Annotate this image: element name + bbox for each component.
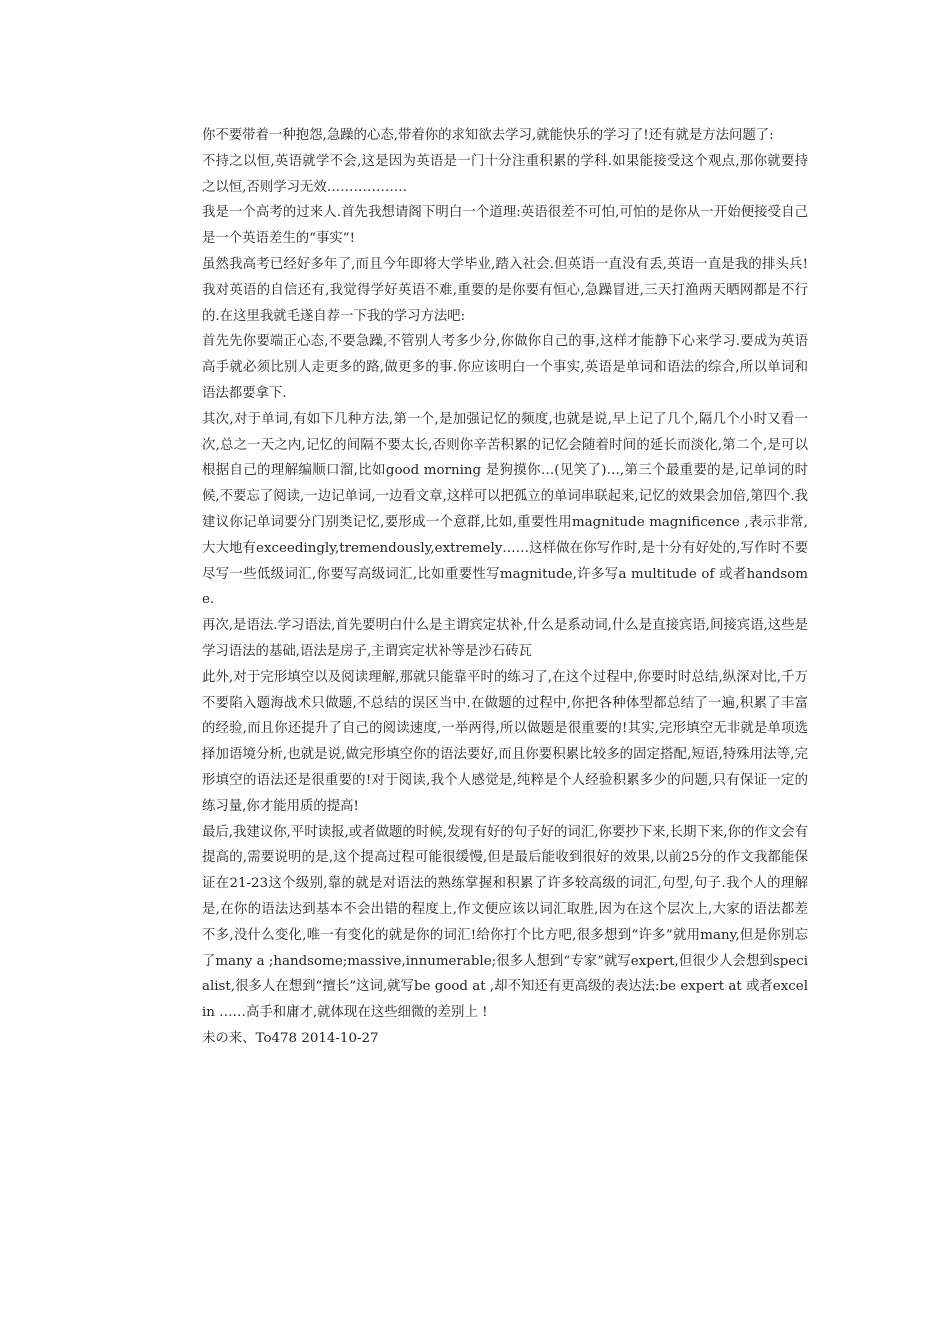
paragraph-intro: 你不要带着一种抱怨,急躁的心态,带着你的求知欲去学习,就能快乐的学习了!还有就是方法问题了: bbox=[202, 128, 774, 143]
paragraph-grammar: 再次,是语法.学习语法,首先要明白什么是主谓宾定状补,什么是系动词,什么是直接宾语,间接宾语,这些是学习语法的基础,语法是房子,主谓宾定状补等是沙石砖瓦 bbox=[202, 618, 808, 659]
document-body bbox=[202, 123, 808, 1052]
paragraph-vocabulary: 其次,对于单词,有如下几种方法,第一个,是加强记忆的频度,也就是说,早上记了几个,隔几个小时又看一次,总之一天之内,记忆的间隔不要太长,否则你辛苦积累的记忆会随着时间的延长而淡化,第二个,是可以根据自己的理解编顺口溜,比如good morning 是狗摸你…(见笑了)…,第三个最重要的是,记单词的时候,不要忘了阅读,一边记单词,一边看文章,这样可以把孤立的单词串联起来,记忆的效果会加倍,第四个.我建议你记单词要分门别类记忆,要形成一个意群,比如,重要性用magnitude magnificence ,表示非常,大大地有exceedingly,tremendously,extremely……这样做在你写作时,是十分有好处的,写作时不要尽写一些低级词汇,你要写高级词汇,比如重要性写magnitude,许多写a multitude of 或者handsome. bbox=[202, 411, 808, 608]
paragraph-attitude: 首先先你要端正心态,不要急躁,不管别人考多少分,你做你自己的事,这样才能静下心来学习.要成为英语高手就必须比别人走更多的路,做更多的事.你应该明白一个事实,英语是单词和语法的综合,所以单词和语法都要拿下. bbox=[202, 334, 808, 401]
paragraph-background: 虽然我高考已经好多年了,而且今年即将大学毕业,踏入社会.但英语一直没有丢,英语一直是我的排头兵!我对英语的自信还有,我觉得学好英语不难,重要的是你要有恒心,急躁冒进,三天打渔两天晒网都是不行的.在这里我就毛遂自荐一下我的学习方法吧: bbox=[202, 256, 808, 324]
paragraph-persistence: 不持之以恒,英语就学不会,这是因为英语是一门十分注重积累的学科.如果能接受这个观点,那你就要持之以恒,否则学习无效……………… bbox=[202, 153, 808, 195]
paragraph-writing: 最后,我建议你,平时读报,或者做题的时候,发现有好的句子好的词汇,你要抄下来,长期下来,你的作文会有提高的,需要说明的是,这个提高过程可能很缓慢,但是最后能收到很好的效果,以前25分的作文我都能保证在21-23这个级别,靠的就是对语法的熟练掌握和积累了许多较高级的词汇,句型,句子.我个人的理解是,在你的语法达到基本不会出错的程度上,作文便应该以词汇取胜,因为在这个层次上,大家的语法都差不多,没什么变化,唯一有变化的就是你的词汇!给你打个比方吧,很多想到“许多”就用many,但是你别忘了many a ;handsome;massive,innumerable;很多人想到“专家”就写expert,但很少人会想到specialist,很多人在想到“擅长”这词,就写be good at ,却不知还有更高级的表达法:be expert at 或者excel in ……高手和庸才,就体现在这些细微的差别上 ! bbox=[202, 824, 808, 1021]
signature-date: 未の来、To478 2014-10-27 bbox=[202, 1030, 379, 1046]
paragraph-reading-cloze: 此外,对于完形填空以及阅读理解,那就只能靠平时的练习了,在这个过程中,你要时时总结,纵深对比,千万不要陷入题海战术只做题,不总结的误区当中.在做题的过程中,你把各种体型都总结了一遍,积累了丰富的经验,而且你还提升了自己的阅读速度,一举两得,所以做题是很重要的!其实,完形填空无非就是单项选择加语境分析,也就是说,做完形填空你的语法要好,而且你要积累比较多的固定搭配,短语,特殊用法等,完形填空的语法还是很重要的!对于阅读,我个人感觉是,纯粹是个人经验积累多少的问题,只有保证一定的练习量,你才能用质的提高! bbox=[202, 669, 808, 814]
paragraph-mindset: 我是一个高考的过来人.首先我想请阁下明白一个道理:英语很差不可怕,可怕的是你从一开始便接受自己是一个英语差生的“事实”! bbox=[202, 205, 808, 247]
